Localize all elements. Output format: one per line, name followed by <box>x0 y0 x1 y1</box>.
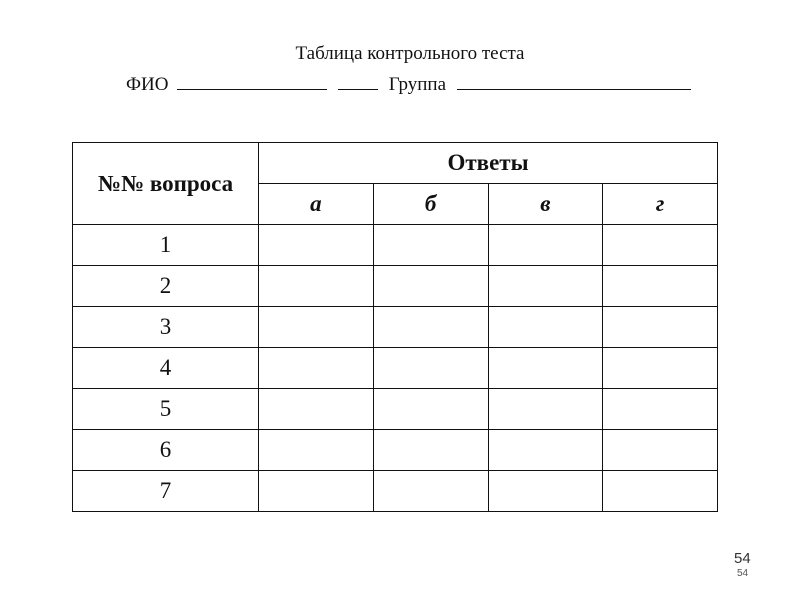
answer-cell[interactable] <box>603 307 718 348</box>
answer-cell[interactable] <box>603 225 718 266</box>
table-row <box>73 430 718 471</box>
answer-cell[interactable] <box>373 348 488 389</box>
fio-name-blank[interactable] <box>177 72 327 90</box>
answer-cell[interactable] <box>373 430 488 471</box>
answer-cell[interactable] <box>259 389 374 430</box>
answer-cell[interactable] <box>603 348 718 389</box>
answer-cell[interactable] <box>603 430 718 471</box>
answer-letter-b: б <box>373 184 488 225</box>
answers-header: Ответы <box>259 143 718 184</box>
answer-cell[interactable] <box>259 348 374 389</box>
answer-letter-v: в <box>488 184 603 225</box>
answer-cell[interactable] <box>488 348 603 389</box>
answer-cell[interactable] <box>488 430 603 471</box>
answer-cell[interactable] <box>488 471 603 512</box>
answers-table <box>72 142 718 512</box>
table-row <box>73 348 718 389</box>
answer-letter-a: а <box>259 184 374 225</box>
answer-cell[interactable] <box>259 225 374 266</box>
table-row <box>73 307 718 348</box>
fio-short-blank[interactable] <box>338 72 378 90</box>
fio-label: ФИО <box>126 74 169 95</box>
answer-cell[interactable] <box>488 389 603 430</box>
question-number: 7 <box>73 471 259 512</box>
question-number: 5 <box>73 389 259 430</box>
answer-cell[interactable] <box>373 389 488 430</box>
question-number-header: №№ вопроса <box>73 143 259 225</box>
fio-line <box>126 72 691 97</box>
table-row <box>73 471 718 512</box>
page-title: Таблица контрольного теста <box>295 43 525 64</box>
answer-cell[interactable] <box>373 225 488 266</box>
table-row <box>73 389 718 430</box>
header-row <box>73 143 718 184</box>
answers-body <box>73 225 718 512</box>
answer-cell[interactable] <box>373 471 488 512</box>
answer-cell[interactable] <box>259 266 374 307</box>
answer-cell[interactable] <box>488 266 603 307</box>
answer-cell[interactable] <box>259 430 374 471</box>
answer-cell[interactable] <box>373 307 488 348</box>
group-label: Группа <box>388 74 447 95</box>
question-number: 4 <box>73 348 259 389</box>
question-number: 1 <box>73 225 259 266</box>
page-number: 54 <box>734 550 751 567</box>
table-row <box>73 266 718 307</box>
answer-letter-g: г <box>603 184 718 225</box>
answer-cell[interactable] <box>603 471 718 512</box>
page-number-small: 54 <box>737 568 749 579</box>
question-number: 2 <box>73 266 259 307</box>
answer-cell[interactable] <box>259 307 374 348</box>
answer-cell[interactable] <box>603 266 718 307</box>
answer-cell[interactable] <box>488 225 603 266</box>
answer-cell[interactable] <box>259 471 374 512</box>
answer-cell[interactable] <box>488 307 603 348</box>
question-number: 6 <box>73 430 259 471</box>
answer-cell[interactable] <box>373 266 488 307</box>
answer-cell[interactable] <box>603 389 718 430</box>
question-number: 3 <box>73 307 259 348</box>
table-row <box>73 225 718 266</box>
group-blank[interactable] <box>457 72 691 90</box>
